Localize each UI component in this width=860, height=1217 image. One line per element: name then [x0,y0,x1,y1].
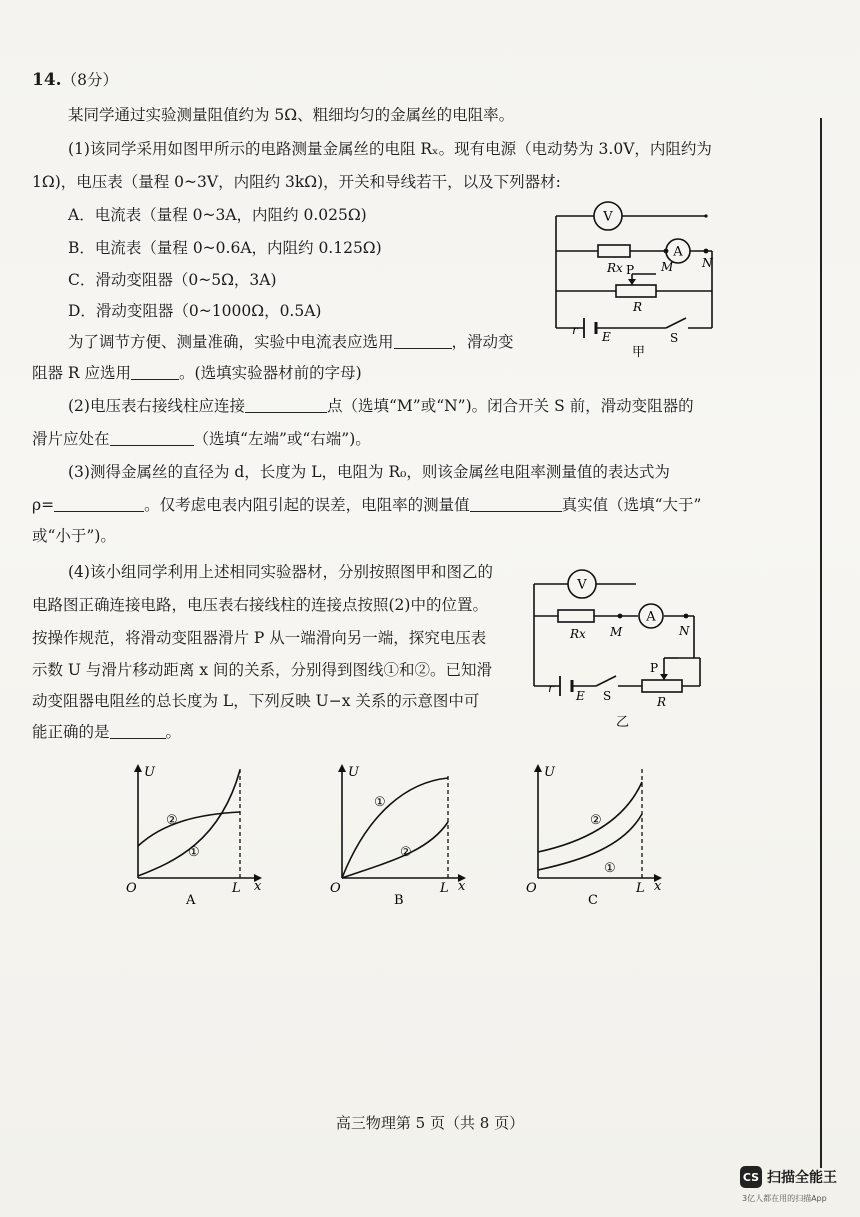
internal-r-label: r [548,681,554,695]
part4-line2: 电路图正确连接电路，电压表右接线柱的连接点按照(2)中的位置。 [32,596,488,614]
internal-r-label: r [572,323,578,337]
part4-line4: 示数 U 与滑片移动距离 x 间的关系，分别得到图线①和②。已知滑 [32,661,493,679]
voltmeter-label: V [577,577,587,593]
answer-blank-ammeter[interactable] [394,332,452,349]
graph-b-y-label: U [348,765,359,780]
part3-line3: 或“小于”)。 [32,527,116,545]
part4-line1: (4)该小组同学利用上述相同实验器材，分别按照图甲和图乙的 [68,563,493,581]
graph-b [328,762,478,912]
graph-c-y-label: U [544,765,555,780]
circuit-yi-caption: 乙 [616,715,630,730]
graph-a [124,762,274,912]
answer-blank-resistivity[interactable] [54,495,144,512]
ammeter-label: A [646,609,656,625]
ammeter-label: A [673,244,683,260]
part3-line2: ρ= 。仅考虑电表内阻引起的误差，电阻率的测量值 真实值（选填“大于” [32,496,702,514]
part1-line1: (1)该同学采用如图甲所示的电路测量金属丝的电阻 Rₓ。现有电源（电动势为 3.0V，内阻约为 [68,140,712,158]
option-b: B．电流表（量程 0~0.6A，内阻约 0.125Ω) [68,239,382,257]
n-label: N [679,624,690,638]
scanner-logo-icon: CS [740,1166,762,1188]
part4-line6: 能正确的是 。 [32,723,182,741]
n-label: N [702,256,713,270]
scanner-app-name: 扫描全能王 [767,1170,837,1186]
graph-b-l: L [440,881,449,896]
question-intro: 某同学通过实验测量阻值约为 5Ω、粗细均匀的金属丝的电阻率。 [68,106,515,124]
s-label: S [603,689,612,703]
graph-c-caption: C [588,893,598,908]
graph-a-curve2: ② [166,813,178,828]
voltmeter-label: V [603,209,613,225]
e-label: E [602,330,611,344]
part2-line2: 滑片应处在 （选填“左端”或“右端”)。 [32,430,371,448]
graph-b-caption: B [394,893,404,908]
graph-a-y-label: U [144,765,155,780]
p-label: P [650,661,659,675]
answer-blank-compare[interactable] [470,495,562,512]
part1-question-line2: 阻器 R 应选用 。(选填实验器材前的字母) [32,364,362,382]
answer-blank-graph-choice[interactable] [110,722,166,739]
graph-c-l: L [636,881,645,896]
question-number: 14.（8分） [32,70,118,90]
part2-line1: (2)电压表右接线柱应连接 点（选填“M”或“N”)。闭合开关 S 前，滑动变阻器的 [68,397,694,415]
part3-line1: (3)测得金属丝的直径为 d，长度为 L，电阻为 R₀，则该金属丝电阻率测量值的表达式为 [68,463,670,481]
graph-b-curve2: ② [400,845,412,860]
answer-blank-rheostat[interactable] [131,363,179,380]
graph-c-origin: O [526,881,537,896]
graph-b-x-label: x [458,879,466,894]
circuit-diagram-jia [546,196,736,358]
option-a: A．电流表（量程 0~3A，内阻约 0.025Ω) [68,206,367,224]
rx-label: Rx [570,627,586,641]
s-label: S [670,331,679,345]
circuit-diagram-yi [524,568,744,733]
answer-blank-slider-position[interactable] [110,429,194,446]
r-label: R [633,300,643,314]
p-label: P [626,263,635,277]
graph-a-curve1: ① [188,845,200,860]
graph-a-caption: A [186,893,196,908]
r-label: R [657,695,667,709]
rx-label: Rx [607,261,623,275]
graph-c-curve1: ① [604,861,616,876]
question-points: （8分） [61,71,118,89]
graph-a-x-label: x [254,879,262,894]
graph-c-curve2: ② [590,813,602,828]
e-label: E [576,689,585,703]
part4-line5: 动变阻器电阻丝的总长度为 L，下列反映 U−x 关系的示意图中可 [32,692,480,710]
graph-c-x-label: x [654,879,662,894]
option-d: D．滑动变阻器（0~1000Ω，0.5A) [68,302,322,320]
scanner-tagline: 3亿人都在用的扫描App [742,1194,827,1203]
graph-b-origin: O [330,881,341,896]
circuit-jia-caption: 甲 [632,345,646,358]
graph-c [524,762,674,912]
page-footer: 高三物理第 5 页（共 8 页） [335,1114,525,1132]
option-c: C．滑动变阻器（0~5Ω，3A) [68,271,277,289]
m-label: M [610,625,623,639]
graph-a-origin: O [126,881,137,896]
part1-line2: 1Ω)，电压表（量程 0~3V，内阻约 3kΩ)，开关和导线若干，以及下列器材: [32,173,561,191]
answer-blank-terminal[interactable] [245,396,327,413]
part4-line3: 按操作规范，将滑动变阻器滑片 P 从一端滑向另一端，探究电压表 [32,629,487,647]
graph-b-curve1: ① [374,795,386,810]
part1-question-line1: 为了调节方便、测量准确，实验中电流表应选用 ，滑动变 [68,333,514,351]
graph-a-l: L [232,881,241,896]
binding-margin-line [820,118,822,1168]
m-label: M [661,260,674,274]
scanner-watermark [740,1166,837,1188]
